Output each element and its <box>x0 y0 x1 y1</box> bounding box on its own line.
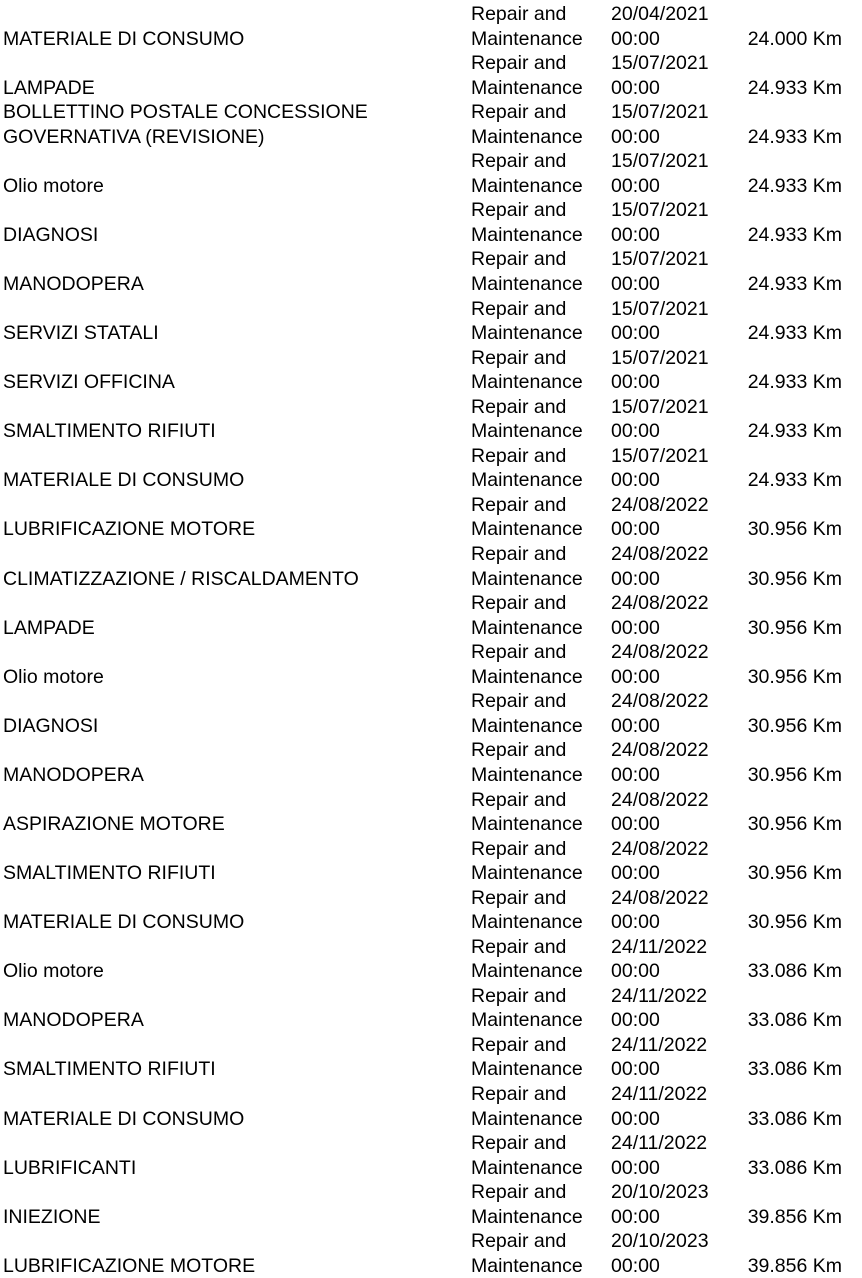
description: DIAGNOSI <box>3 714 99 737</box>
mileage: 24.933 Km <box>747 469 842 492</box>
table-row <box>0 1180 862 1229</box>
category-line-2: Maintenance <box>471 665 583 688</box>
category-line-1: Repair and <box>471 935 567 958</box>
description: CLIMATIZZAZIONE / RISCALDAMENTO <box>3 567 359 590</box>
table-row <box>0 886 862 935</box>
description: MATERIALE DI CONSUMO <box>3 911 245 934</box>
description: ASPIRAZIONE MOTORE <box>3 813 225 835</box>
description: SERVIZI STATALI <box>3 322 159 345</box>
table-row <box>0 1229 862 1278</box>
time: 00:00 <box>611 125 660 148</box>
date: 20/10/2023 <box>611 1181 709 1204</box>
table-row <box>0 247 862 296</box>
mileage: 30.956 Km <box>747 911 842 934</box>
time: 00:00 <box>611 1156 660 1179</box>
mileage: 39.856 Km <box>747 1205 842 1228</box>
table-row <box>0 640 862 689</box>
time: 00:00 <box>611 420 660 443</box>
date: 24/08/2022 <box>611 592 709 615</box>
description: MANODOPERA <box>3 763 144 786</box>
table-row <box>0 297 862 346</box>
description: LAMPADE <box>3 76 95 99</box>
time: 00:00 <box>611 763 660 786</box>
description: MANODOPERA <box>3 1009 144 1032</box>
category-line-1: Repair and <box>471 101 567 124</box>
time: 00:00 <box>611 911 660 934</box>
description: Olio motore <box>3 665 104 688</box>
table-row <box>0 542 862 591</box>
date: 24/08/2022 <box>611 886 709 909</box>
category-line-2: Maintenance <box>471 420 583 443</box>
date: 15/07/2021 <box>611 346 709 369</box>
time: 00:00 <box>611 469 660 492</box>
mileage: 33.086 Km <box>747 1156 842 1179</box>
table-row <box>0 984 862 1033</box>
description: MATERIALE DI CONSUMO <box>3 469 245 492</box>
table-row <box>0 1082 862 1131</box>
mileage: 24.933 Km <box>747 371 842 394</box>
description: Olio motore <box>3 960 104 983</box>
category-line-2: Maintenance <box>471 911 583 934</box>
date: 24/11/2022 <box>611 984 708 1007</box>
date: 24/11/2022 <box>611 1083 708 1106</box>
date: 15/07/2021 <box>611 52 709 75</box>
category-line-1: Repair and <box>471 395 567 418</box>
description: SMALTIMENTO RIFIUTI <box>3 862 216 885</box>
date: 24/11/2022 <box>611 935 708 958</box>
mileage: 39.856 Km <box>747 1254 842 1277</box>
description: MATERIALE DI CONSUMO <box>3 1107 245 1130</box>
table-row <box>0 100 862 149</box>
time: 00:00 <box>611 714 660 737</box>
category-line-2: Maintenance <box>471 469 583 492</box>
category-line-2: Maintenance <box>471 518 583 541</box>
category-line-2: Maintenance <box>471 714 583 737</box>
time: 00:00 <box>611 1058 660 1081</box>
description: LAMPADE <box>3 616 95 639</box>
date: 24/08/2022 <box>611 493 709 516</box>
date: 24/08/2022 <box>611 641 709 664</box>
mileage: 24.933 Km <box>747 125 842 148</box>
category-line-1: Repair and <box>471 1083 567 1106</box>
time: 00:00 <box>611 322 660 345</box>
category-line-2: Maintenance <box>471 567 583 590</box>
description: MANODOPERA <box>3 272 144 295</box>
mileage: 24.933 Km <box>747 322 842 345</box>
date: 24/08/2022 <box>611 837 709 860</box>
time: 00:00 <box>611 1205 660 1228</box>
category-line-2: Maintenance <box>471 223 583 246</box>
description: GOVERNATIVA (REVISIONE) <box>3 125 265 148</box>
description: INIEZIONE <box>3 1205 101 1228</box>
description: LUBRIFICAZIONE MOTORE <box>3 518 256 541</box>
mileage: 30.956 Km <box>747 763 842 786</box>
category-line-2: Maintenance <box>471 371 583 394</box>
category-line-2: Maintenance <box>471 813 583 835</box>
category-line-1: Repair and <box>471 346 567 369</box>
mileage: 24.933 Km <box>747 420 842 443</box>
mileage: 30.956 Km <box>747 616 842 639</box>
mileage: 33.086 Km <box>747 1058 842 1081</box>
category-line-1: Repair and <box>471 3 567 25</box>
category-line-1: Repair and <box>471 592 567 615</box>
date: 15/07/2021 <box>611 395 709 418</box>
category-line-2: Maintenance <box>471 1254 583 1277</box>
description: DIAGNOSI <box>3 223 99 246</box>
category-line-1: Repair and <box>471 52 567 75</box>
table-row <box>0 689 862 738</box>
date: 24/08/2022 <box>611 543 709 566</box>
category-line-2: Maintenance <box>471 27 583 50</box>
time: 00:00 <box>611 862 660 885</box>
category-line-1: Repair and <box>471 1181 567 1204</box>
date: 20/04/2021 <box>611 3 709 25</box>
mileage: 30.956 Km <box>747 862 842 885</box>
mileage: 33.086 Km <box>747 1009 842 1032</box>
category-line-1: Repair and <box>471 739 567 762</box>
category-line-1: Repair and <box>471 1033 567 1056</box>
time: 00:00 <box>611 665 660 688</box>
time: 00:00 <box>611 813 660 835</box>
table-row <box>0 591 862 640</box>
time: 00:00 <box>611 223 660 246</box>
category-line-2: Maintenance <box>471 76 583 99</box>
table-row <box>0 788 862 837</box>
description-line-1: BOLLETTINO POSTALE CONCESSIONE <box>3 101 368 124</box>
category-line-2: Maintenance <box>471 1107 583 1130</box>
table-row <box>0 346 862 395</box>
category-line-2: Maintenance <box>471 960 583 983</box>
maintenance-records-table <box>0 2 862 1278</box>
mileage: 30.956 Km <box>747 567 842 590</box>
category-line-2: Maintenance <box>471 322 583 345</box>
category-line-2: Maintenance <box>471 1009 583 1032</box>
category-line-1: Repair and <box>471 493 567 516</box>
category-line-2: Maintenance <box>471 862 583 885</box>
time: 00:00 <box>611 616 660 639</box>
mileage: 24.000 Km <box>747 27 842 50</box>
table-row <box>0 738 862 787</box>
table-row <box>0 149 862 198</box>
description: LUBRIFICAZIONE MOTORE <box>3 1254 256 1277</box>
category-line-2: Maintenance <box>471 174 583 197</box>
date: 20/10/2023 <box>611 1230 709 1253</box>
table-row <box>0 395 862 444</box>
table-row <box>0 51 862 100</box>
category-line-2: Maintenance <box>471 272 583 295</box>
time: 00:00 <box>611 27 660 50</box>
category-line-1: Repair and <box>471 1230 567 1253</box>
date: 24/08/2022 <box>611 788 709 811</box>
category-line-1: Repair and <box>471 641 567 664</box>
date: 15/07/2021 <box>611 444 709 467</box>
date: 15/07/2021 <box>611 297 709 320</box>
category-line-1: Repair and <box>471 444 567 467</box>
mileage: 30.956 Km <box>747 813 842 835</box>
table-row <box>0 1131 862 1180</box>
date: 15/07/2021 <box>611 199 709 222</box>
category-line-2: Maintenance <box>471 1205 583 1228</box>
time: 00:00 <box>611 371 660 394</box>
category-line-1: Repair and <box>471 837 567 860</box>
description: SERVIZI OFFICINA <box>3 371 175 394</box>
time: 00:00 <box>611 960 660 983</box>
time: 00:00 <box>611 1107 660 1130</box>
table-row <box>0 837 862 886</box>
time: 00:00 <box>611 567 660 590</box>
mileage: 30.956 Km <box>747 714 842 737</box>
category-line-2: Maintenance <box>471 763 583 786</box>
category-line-1: Repair and <box>471 788 567 811</box>
mileage: 30.956 Km <box>747 665 842 688</box>
date: 24/11/2022 <box>611 1132 708 1155</box>
description: MATERIALE DI CONSUMO <box>3 27 245 50</box>
category-line-1: Repair and <box>471 297 567 320</box>
mileage: 24.933 Km <box>747 272 842 295</box>
mileage: 33.086 Km <box>747 1107 842 1130</box>
category-line-2: Maintenance <box>471 125 583 148</box>
category-line-1: Repair and <box>471 984 567 1007</box>
date: 24/08/2022 <box>611 739 709 762</box>
mileage: 24.933 Km <box>747 174 842 197</box>
description: LUBRIFICANTI <box>3 1156 137 1179</box>
table-row <box>0 935 862 984</box>
time: 00:00 <box>611 518 660 541</box>
category-line-2: Maintenance <box>471 616 583 639</box>
date: 24/08/2022 <box>611 690 709 713</box>
description: Olio motore <box>3 174 104 197</box>
description: SMALTIMENTO RIFIUTI <box>3 420 216 443</box>
description: SMALTIMENTO RIFIUTI <box>3 1058 216 1081</box>
date: 24/11/2022 <box>611 1033 708 1056</box>
date: 15/07/2021 <box>611 150 709 173</box>
category-line-1: Repair and <box>471 199 567 222</box>
time: 00:00 <box>611 174 660 197</box>
mileage: 24.933 Km <box>747 223 842 246</box>
category-line-1: Repair and <box>471 543 567 566</box>
category-line-2: Maintenance <box>471 1058 583 1081</box>
date: 15/07/2021 <box>611 248 709 271</box>
table-row <box>0 1033 862 1082</box>
time: 00:00 <box>611 76 660 99</box>
table-row <box>0 444 862 493</box>
category-line-1: Repair and <box>471 248 567 271</box>
category-line-1: Repair and <box>471 886 567 909</box>
table-row <box>0 2 862 51</box>
time: 00:00 <box>611 1254 660 1277</box>
category-line-1: Repair and <box>471 690 567 713</box>
category-line-1: Repair and <box>471 1132 567 1155</box>
category-line-1: Repair and <box>471 150 567 173</box>
mileage: 33.086 Km <box>747 960 842 983</box>
table-row <box>0 198 862 247</box>
date: 15/07/2021 <box>611 101 709 124</box>
time: 00:00 <box>611 272 660 295</box>
mileage: 24.933 Km <box>747 76 842 99</box>
category-line-2: Maintenance <box>471 1156 583 1179</box>
table-row <box>0 493 862 542</box>
time: 00:00 <box>611 1009 660 1032</box>
mileage: 30.956 Km <box>747 518 842 541</box>
